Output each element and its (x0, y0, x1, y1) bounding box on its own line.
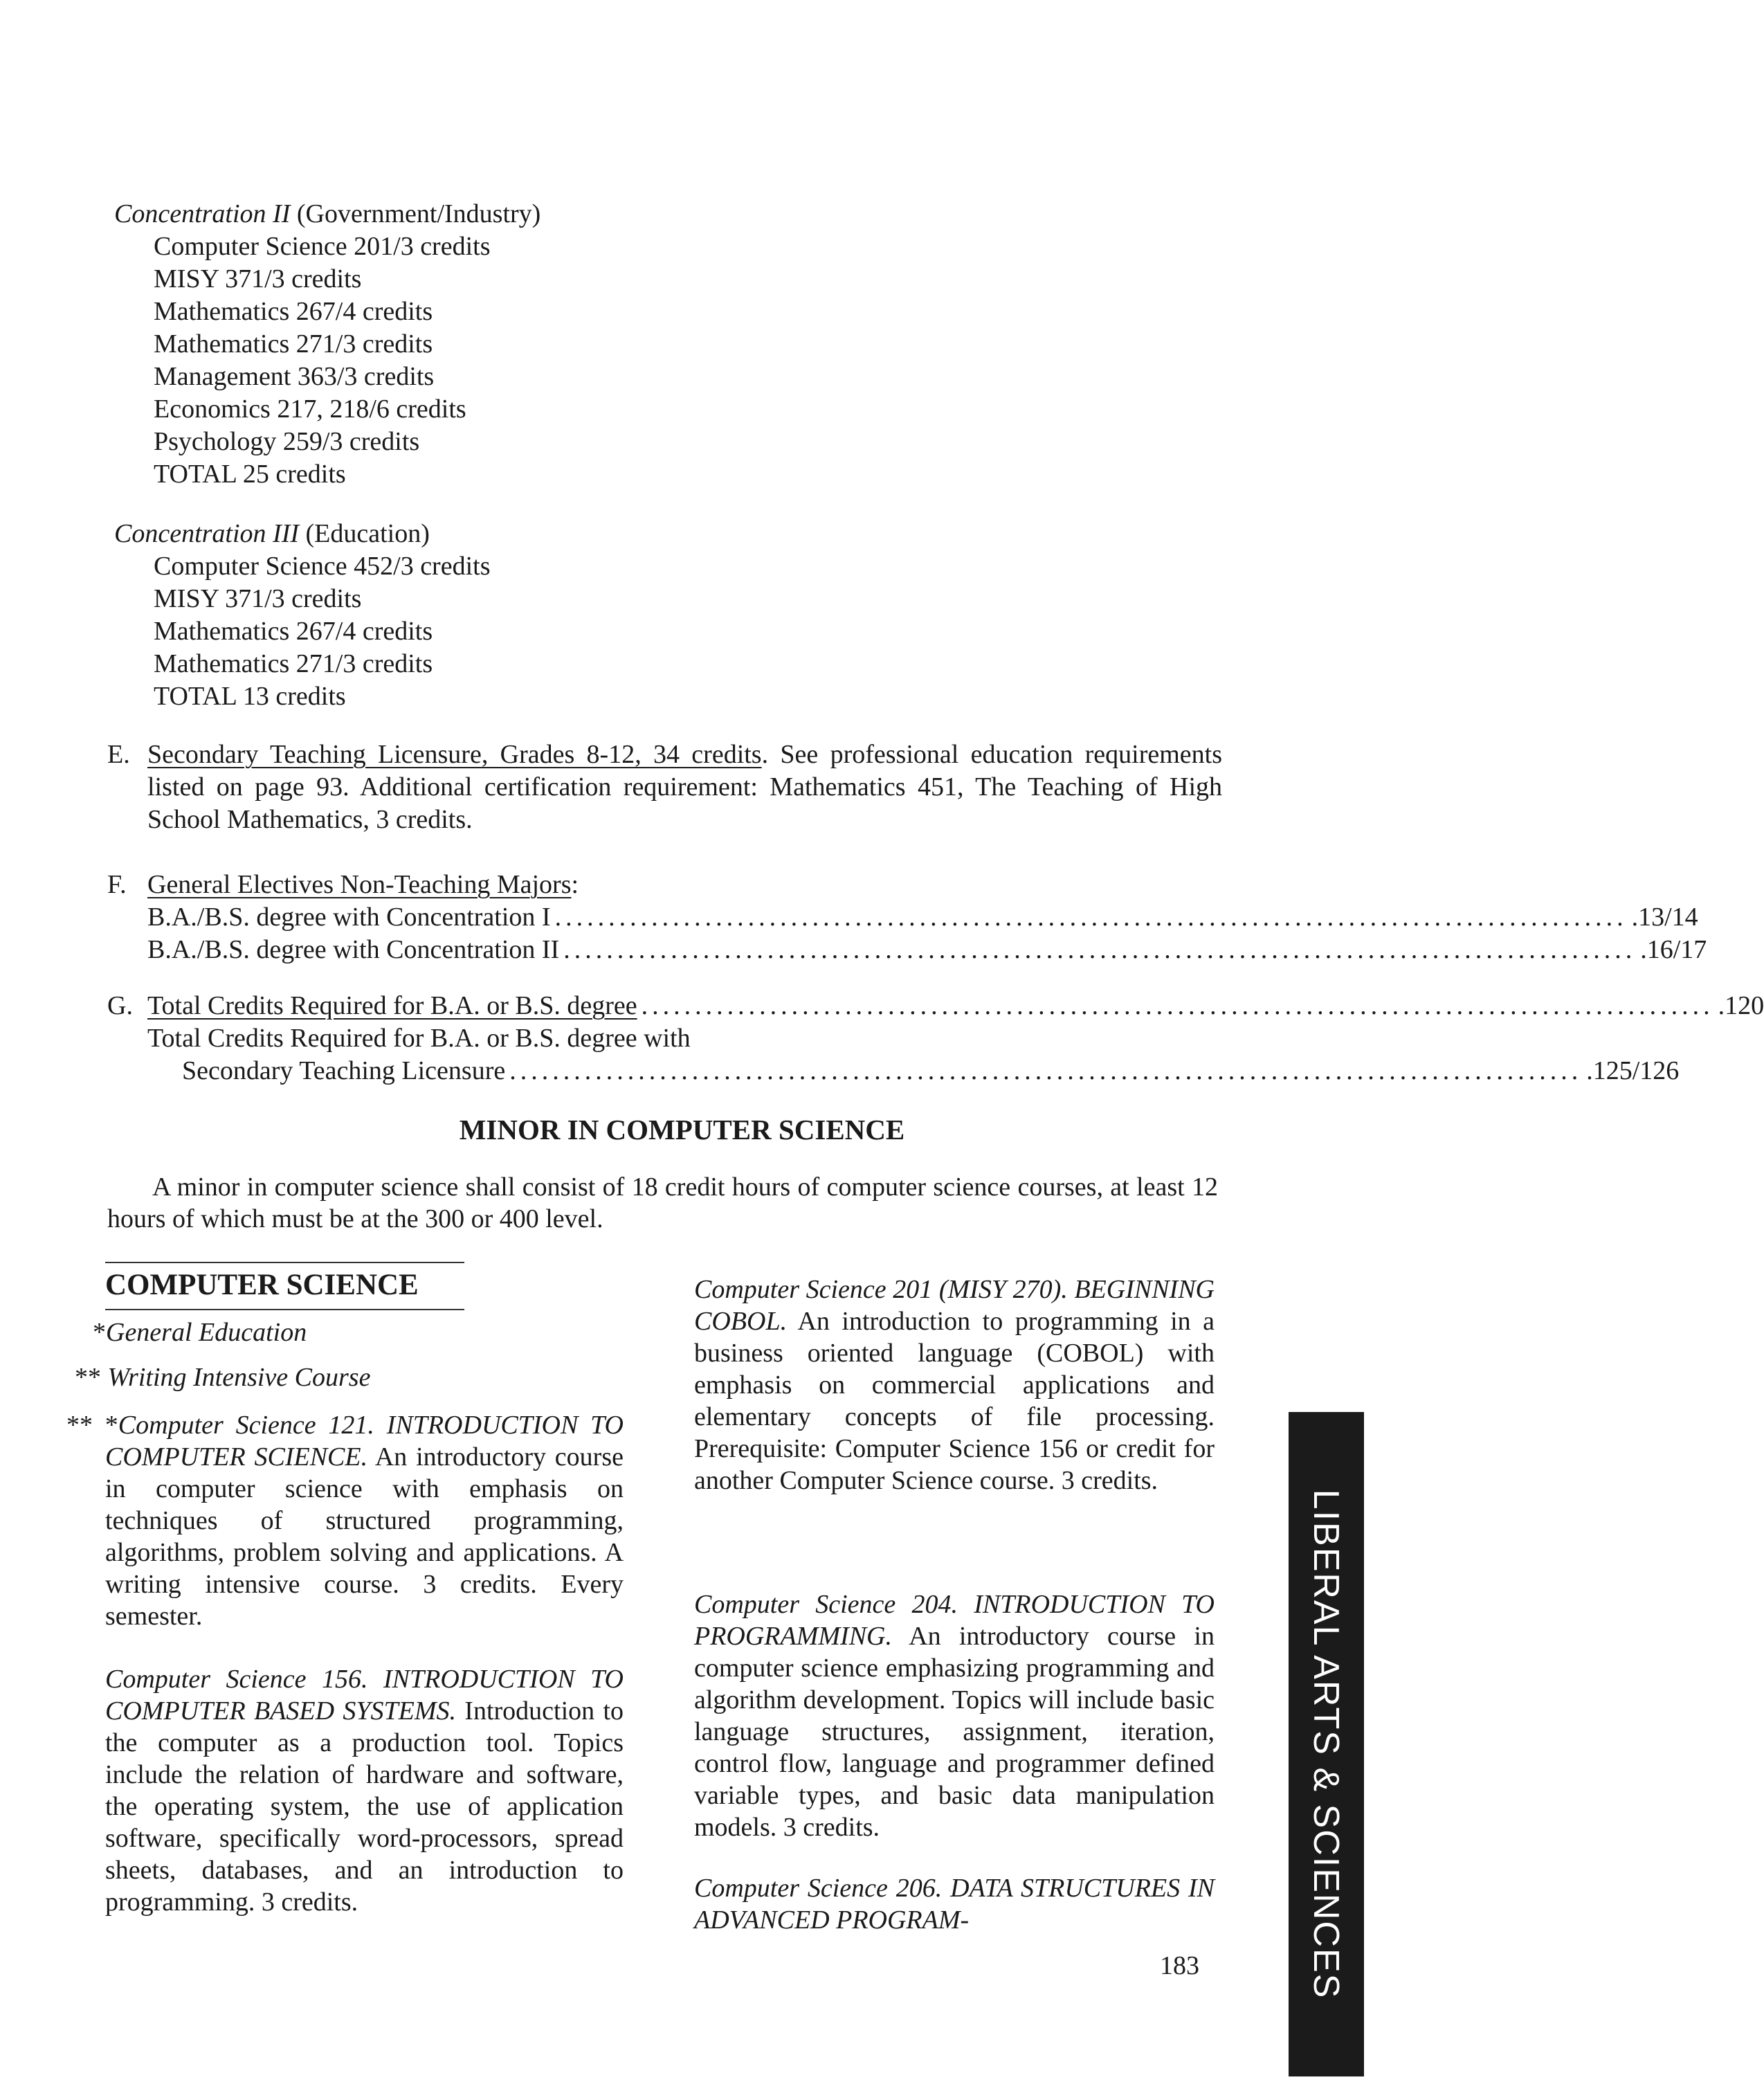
leader-dots: .................................................................................................... (509, 1056, 1583, 1085)
list-item: Computer Science 201/3 credits (154, 232, 491, 261)
list-item: Psychology 259/3 credits (154, 427, 420, 456)
item-f-heading: General Electives Non-Teaching Majors (147, 870, 572, 899)
course-cs206 (694, 1872, 1215, 1936)
course-description: An introduction to programming in a business oriented language (COBOL) with emphasis on commercial applications and elementary concepts of file processing. Prerequisite: Computer Science 156 or credit for another Computer Science course. 3 credits. (694, 1307, 1215, 1495)
star-symbol: * (93, 1318, 106, 1347)
legend-writing-text: Writing Intensive Course (107, 1363, 371, 1392)
concentration-2-sub: (Government/Industry) (290, 199, 541, 228)
course-cs121 (66, 1409, 624, 1632)
course-title: Computer Science 156. INTRODUCTION TO COMPUTER BASED SYSTEMS. (105, 1665, 624, 1726)
legend-writing-intensive (75, 1361, 370, 1394)
list-item: Economics 217, 218/6 credits (154, 395, 466, 424)
course-cs201 (694, 1274, 1215, 1496)
course-entry (694, 1872, 1215, 1936)
leader-dots: .................................................................................................... (641, 991, 1714, 1020)
leader-dots: .................................................................................................... (563, 935, 1637, 964)
item-g-row (147, 990, 1764, 1022)
course-cs204 (694, 1588, 1215, 1843)
course-title: Computer Science 204. INTRODUCTION TO PROGRAMMING. (694, 1590, 1215, 1651)
item-f-row-label: B.A./B.S. degree with Concentration II (147, 935, 560, 964)
item-g-heading: Total Credits Required for B.A. or B.S. degree (147, 991, 637, 1020)
list-item: Mathematics 271/3 credits (154, 329, 433, 359)
item-g-value: .120 (1718, 991, 1764, 1020)
concentration-3-heading (114, 518, 430, 550)
course-cs156 (105, 1663, 624, 1918)
item-g-value2: .125/126 (1586, 1056, 1680, 1085)
course-entry (105, 1663, 624, 1918)
item-e-body: . See professional education requirements listed on page 93. Additional certification requirement: Mathematics 451, The Teaching of High School Mathematics, 3 credits. (147, 740, 1222, 834)
list-item: Computer Science 452/3 credits (154, 552, 491, 581)
concentration-2-list (154, 230, 491, 491)
course-description: Introduction to the computer as a production tool. Topics include the relation of hardware and software, the operating system, the use of application software, specifically word-processors, spread sheets, databases, and an introduction to programming. 3 credits. (105, 1696, 624, 1917)
course-title: Computer Science 206. DATA STRUCTURES IN ADVANCED PROGRAM- (694, 1874, 1215, 1935)
item-g-row2 (182, 1055, 1680, 1087)
concentration-3-label: Concentration III (114, 519, 300, 548)
item-f-row-value: .16/17 (1640, 935, 1707, 964)
minor-title: MINOR IN COMPUTER SCIENCE (459, 1114, 905, 1146)
item-f-colon: : (571, 870, 579, 899)
course-description: An introductory course in computer science emphasizing programming and algorithm development. Topics will include basic language structures, assignment, iteration, control flow, language and programmer defined variable types, and basic data manipulation models. 3 credits. (694, 1622, 1215, 1842)
list-item: MISY 371/3 credits (154, 264, 362, 293)
list-item: TOTAL 25 credits (154, 460, 346, 489)
concentration-2-heading (114, 198, 540, 230)
list-item: Mathematics 267/4 credits (154, 617, 433, 646)
leader-dots: .................................................................................................... (554, 903, 1628, 932)
section-side-tab (1289, 1412, 1364, 2076)
item-e-text (147, 739, 1222, 836)
list-item: TOTAL 13 credits (154, 682, 346, 711)
course-entry (694, 1588, 1215, 1843)
item-f-row (147, 934, 1707, 966)
item-f-row (147, 901, 1698, 934)
item-g-line3: Secondary Teaching Licensure (182, 1056, 506, 1085)
course-title: Computer Science 201 (MISY 270). BEGINNING COBOL. (694, 1275, 1215, 1336)
legend-gen-text: General Education (106, 1318, 307, 1347)
list-item: Mathematics 267/4 credits (154, 297, 433, 326)
cs-heading: COMPUTER SCIENCE (105, 1269, 419, 1301)
concentration-3-sub: (Education) (299, 519, 430, 548)
item-e-heading: Secondary Teaching Licensure, Grades 8-12, 34 credits (147, 740, 762, 769)
item-f-row-value: .13/14 (1631, 903, 1698, 932)
list-item: Management 363/3 credits (154, 362, 435, 391)
legend-general-education (93, 1316, 307, 1349)
rule-top (105, 1262, 464, 1263)
list-item: Mathematics 271/3 credits (154, 649, 433, 678)
list-item: MISY 371/3 credits (154, 584, 362, 613)
item-g-line2: Total Credits Required for B.A. or B.S. degree with (147, 1024, 691, 1053)
side-tab-label: LIBERAL ARTS & SCIENCES (1306, 1489, 1346, 2000)
concentration-3-list (154, 550, 491, 713)
item-f-row-label: B.A./B.S. degree with Concentration I (147, 903, 551, 932)
item-f-heading-line (147, 869, 579, 901)
item-g-letter: G. (107, 991, 133, 1020)
double-star-symbol: ** (75, 1363, 101, 1392)
course-prefix: ** * (66, 1411, 118, 1440)
rule-bottom (105, 1309, 464, 1310)
course-title: Computer Science 121. INTRODUCTION TO COMPUTER SCIENCE. (105, 1411, 624, 1472)
course-description: An introductory course in computer science with emphasis on techniques of structured programming, algorithms, problem solving and applications. A writing intensive course. 3 credits. Every semester. (105, 1442, 624, 1631)
minor-text: A minor in computer science shall consist of 18 credit hours of computer science courses, at least 12 hours of which must be at the 300 or 400 level. (107, 1173, 1218, 1233)
item-f-letter: F. (107, 870, 127, 899)
page-number: 183 (1160, 1951, 1199, 1980)
concentration-2-label: Concentration II (114, 199, 291, 228)
course-entry (66, 1409, 624, 1632)
course-entry (694, 1274, 1215, 1496)
item-e-letter: E. (107, 740, 130, 769)
